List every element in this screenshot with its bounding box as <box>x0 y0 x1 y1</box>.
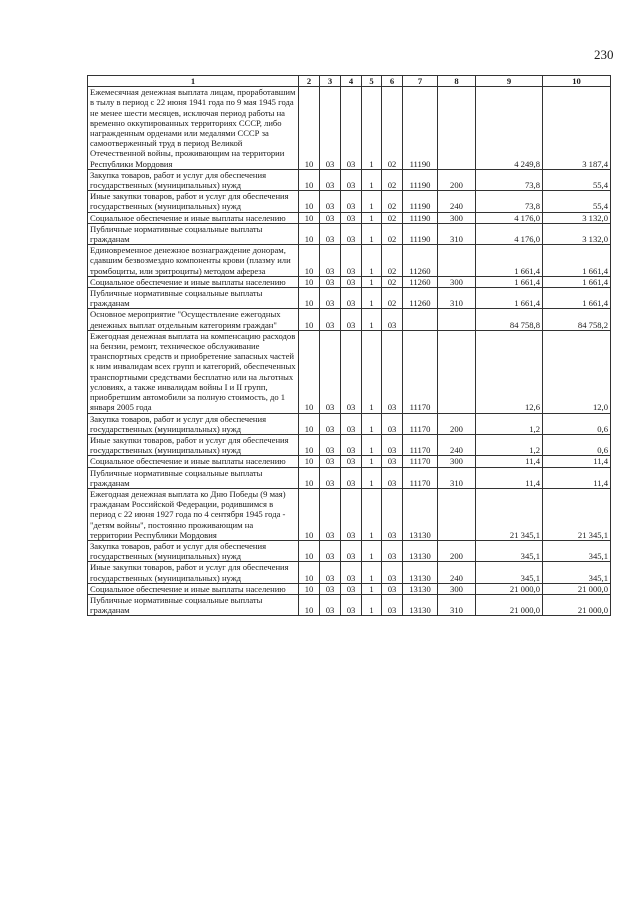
row-cell: 10 <box>299 562 320 583</box>
row-cell: 1,2 <box>476 434 543 455</box>
row-cell <box>438 245 476 277</box>
row-cell: 4 176,0 <box>476 223 543 244</box>
row-cell: 1 661,4 <box>476 245 543 277</box>
column-header: 6 <box>382 76 403 87</box>
row-cell: 03 <box>382 456 403 467</box>
table-header <box>88 76 611 87</box>
row-description: Закупка товаров, работ и услуг для обеспечения государственных (муниципальных) нужд <box>88 540 299 561</box>
row-cell: 10 <box>299 583 320 594</box>
row-cell: 310 <box>438 467 476 488</box>
row-cell: 03 <box>341 288 362 309</box>
row-cell: 03 <box>382 434 403 455</box>
row-cell: 10 <box>299 309 320 330</box>
row-cell: 03 <box>320 456 341 467</box>
column-header: 9 <box>476 76 543 87</box>
table-row <box>88 223 611 244</box>
row-cell: 10 <box>299 169 320 190</box>
row-cell <box>403 309 438 330</box>
row-cell: 03 <box>320 276 341 287</box>
row-cell: 3 132,0 <box>543 212 611 223</box>
row-cell: 300 <box>438 276 476 287</box>
table-row <box>88 309 611 330</box>
row-cell: 1 <box>362 434 382 455</box>
row-cell: 1 <box>362 467 382 488</box>
row-description: Ежемесячная денежная выплата лицам, проработавшим в тылу в период с 22 июня 1941 года по 9 мая 1945 года не менее шести месяцев, исключая период работы на временно оккупированных территориях СССР, либо награжденным орденами или медалями СССР за самоотверженный труд в период Великой Отечественной войны, проживающим на территории Республики Мордовия <box>88 87 299 170</box>
row-cell: 200 <box>438 169 476 190</box>
row-cell: 21 345,1 <box>543 488 611 540</box>
row-cell: 11170 <box>403 330 438 413</box>
row-cell: 11190 <box>403 169 438 190</box>
table-row <box>88 434 611 455</box>
row-cell: 1 <box>362 169 382 190</box>
row-cell: 03 <box>320 434 341 455</box>
row-cell: 02 <box>382 87 403 170</box>
row-cell: 11190 <box>403 212 438 223</box>
row-cell: 03 <box>320 288 341 309</box>
row-cell: 10 <box>299 245 320 277</box>
row-cell: 73,8 <box>476 169 543 190</box>
row-description: Социальное обеспечение и иные выплаты населению <box>88 456 299 467</box>
row-cell: 21 345,1 <box>476 488 543 540</box>
row-cell: 1 <box>362 413 382 434</box>
row-cell: 1 <box>362 309 382 330</box>
row-cell: 1 <box>362 583 382 594</box>
row-cell: 1 <box>362 540 382 561</box>
row-description: Социальное обеспечение и иные выплаты населению <box>88 583 299 594</box>
row-cell <box>438 87 476 170</box>
row-cell: 03 <box>341 276 362 287</box>
row-cell: 03 <box>341 488 362 540</box>
row-description: Ежегодная денежная выплата на компенсацию расходов на бензин, ремонт, техническое обслуживание транспортных средств и приобретение запасных частей к ним инвалидам всех групп и категорий, обеспеченных транспортными средствами бесплатно или на льготных условиях, а также инвалидам войны I и II групп, приобретшим автомобили за полную стоимость, до 1 января 2005 года <box>88 330 299 413</box>
column-header: 7 <box>403 76 438 87</box>
row-cell: 0,6 <box>543 434 611 455</box>
row-cell: 11260 <box>403 288 438 309</box>
row-cell: 1 <box>362 191 382 212</box>
row-cell: 02 <box>382 276 403 287</box>
row-cell: 03 <box>341 540 362 561</box>
row-cell: 03 <box>320 413 341 434</box>
column-header: 4 <box>341 76 362 87</box>
row-cell: 11190 <box>403 223 438 244</box>
row-cell: 03 <box>320 169 341 190</box>
row-cell: 03 <box>341 169 362 190</box>
row-cell: 3 187,4 <box>543 87 611 170</box>
row-description: Иные закупки товаров, работ и услуг для обеспечения государственных (муниципальных) нужд <box>88 191 299 212</box>
row-cell: 02 <box>382 191 403 212</box>
row-cell: 73,8 <box>476 191 543 212</box>
table-row <box>88 276 611 287</box>
column-header: 5 <box>362 76 382 87</box>
row-cell: 300 <box>438 583 476 594</box>
row-cell: 10 <box>299 212 320 223</box>
column-header: 10 <box>543 76 611 87</box>
row-cell: 240 <box>438 434 476 455</box>
row-cell: 1 <box>362 223 382 244</box>
row-cell: 10 <box>299 288 320 309</box>
row-cell: 03 <box>382 562 403 583</box>
row-cell: 11260 <box>403 276 438 287</box>
row-cell: 03 <box>320 87 341 170</box>
row-cell: 10 <box>299 87 320 170</box>
table-body <box>88 87 611 616</box>
row-cell: 1 <box>362 594 382 615</box>
row-cell: 10 <box>299 191 320 212</box>
row-cell: 03 <box>320 223 341 244</box>
row-cell: 03 <box>341 434 362 455</box>
row-cell: 11170 <box>403 456 438 467</box>
row-cell: 200 <box>438 413 476 434</box>
row-cell: 1 <box>362 288 382 309</box>
row-cell: 1 <box>362 212 382 223</box>
row-cell: 03 <box>341 583 362 594</box>
row-cell: 240 <box>438 562 476 583</box>
row-cell: 11170 <box>403 467 438 488</box>
table-row <box>88 191 611 212</box>
column-header: 1 <box>88 76 299 87</box>
row-cell: 1 <box>362 488 382 540</box>
row-cell: 03 <box>341 594 362 615</box>
row-cell: 11,4 <box>476 456 543 467</box>
row-cell: 10 <box>299 594 320 615</box>
row-cell: 03 <box>341 212 362 223</box>
table-row <box>88 488 611 540</box>
row-description: Социальное обеспечение и иные выплаты населению <box>88 276 299 287</box>
row-cell: 10 <box>299 223 320 244</box>
row-cell: 345,1 <box>543 562 611 583</box>
table-row <box>88 456 611 467</box>
table-row <box>88 540 611 561</box>
row-cell: 11,4 <box>476 467 543 488</box>
row-description: Закупка товаров, работ и услуг для обеспечения государственных (муниципальных) нужд <box>88 169 299 190</box>
row-cell: 300 <box>438 212 476 223</box>
row-cell: 13130 <box>403 562 438 583</box>
column-header: 8 <box>438 76 476 87</box>
row-cell: 1 <box>362 562 382 583</box>
row-cell: 1 <box>362 330 382 413</box>
table-row <box>88 330 611 413</box>
row-cell: 03 <box>320 212 341 223</box>
row-cell: 11170 <box>403 434 438 455</box>
row-description: Социальное обеспечение и иные выплаты населению <box>88 212 299 223</box>
row-cell: 02 <box>382 245 403 277</box>
row-cell: 1 661,4 <box>543 288 611 309</box>
row-cell: 55,4 <box>543 169 611 190</box>
row-cell: 10 <box>299 540 320 561</box>
row-cell: 200 <box>438 540 476 561</box>
row-description: Публичные нормативные социальные выплаты гражданам <box>88 467 299 488</box>
row-cell: 03 <box>341 309 362 330</box>
table-row <box>88 583 611 594</box>
row-cell: 02 <box>382 212 403 223</box>
row-cell: 11,4 <box>543 467 611 488</box>
row-cell: 300 <box>438 456 476 467</box>
row-cell: 10 <box>299 456 320 467</box>
row-cell: 84 758,2 <box>543 309 611 330</box>
row-cell: 21 000,0 <box>476 583 543 594</box>
row-cell: 11260 <box>403 245 438 277</box>
row-cell: 1,2 <box>476 413 543 434</box>
row-cell: 12,6 <box>476 330 543 413</box>
row-cell: 03 <box>382 583 403 594</box>
row-cell: 345,1 <box>476 540 543 561</box>
row-cell: 03 <box>341 330 362 413</box>
row-cell: 03 <box>341 467 362 488</box>
row-cell: 1 <box>362 245 382 277</box>
table-row <box>88 467 611 488</box>
row-cell: 03 <box>382 467 403 488</box>
row-cell: 02 <box>382 223 403 244</box>
row-cell: 03 <box>341 87 362 170</box>
column-header: 2 <box>299 76 320 87</box>
row-cell: 10 <box>299 276 320 287</box>
page-number: 230 <box>594 47 614 62</box>
table-row <box>88 169 611 190</box>
row-cell: 03 <box>320 330 341 413</box>
row-cell: 1 661,4 <box>543 245 611 277</box>
row-cell: 10 <box>299 434 320 455</box>
row-cell: 03 <box>320 594 341 615</box>
row-cell: 1 <box>362 87 382 170</box>
row-cell: 84 758,8 <box>476 309 543 330</box>
row-description: Иные закупки товаров, работ и услуг для обеспечения государственных (муниципальных) нужд <box>88 562 299 583</box>
row-cell: 0,6 <box>543 413 611 434</box>
row-description: Публичные нормативные социальные выплаты гражданам <box>88 594 299 615</box>
row-cell: 03 <box>341 191 362 212</box>
row-cell: 03 <box>320 540 341 561</box>
row-cell: 345,1 <box>543 540 611 561</box>
row-cell <box>438 309 476 330</box>
table-row <box>88 87 611 170</box>
row-cell: 03 <box>382 488 403 540</box>
row-cell: 11,4 <box>543 456 611 467</box>
row-cell: 03 <box>320 488 341 540</box>
row-cell: 310 <box>438 288 476 309</box>
row-description: Основное мероприятие "Осуществление ежегодных денежных выплат отдельным категориям граждан" <box>88 309 299 330</box>
row-cell: 10 <box>299 413 320 434</box>
row-cell: 240 <box>438 191 476 212</box>
row-cell: 03 <box>320 467 341 488</box>
row-cell: 11170 <box>403 413 438 434</box>
row-cell: 1 <box>362 276 382 287</box>
row-cell <box>438 330 476 413</box>
row-cell: 4 176,0 <box>476 212 543 223</box>
row-cell: 10 <box>299 488 320 540</box>
row-cell: 310 <box>438 594 476 615</box>
table-row <box>88 562 611 583</box>
row-cell: 310 <box>438 223 476 244</box>
row-cell: 1 661,4 <box>543 276 611 287</box>
row-cell: 11190 <box>403 191 438 212</box>
row-cell: 03 <box>341 223 362 244</box>
row-cell: 03 <box>382 413 403 434</box>
row-cell: 4 249,8 <box>476 87 543 170</box>
row-cell: 02 <box>382 169 403 190</box>
row-cell: 12,0 <box>543 330 611 413</box>
row-cell: 13130 <box>403 583 438 594</box>
row-cell: 03 <box>341 413 362 434</box>
row-cell: 21 000,0 <box>543 594 611 615</box>
row-cell: 03 <box>382 540 403 561</box>
row-cell: 03 <box>382 309 403 330</box>
row-description: Ежегодная денежная выплата ко Дню Победы (9 мая) гражданам Российской Федерации, родившимся в период с 22 июня 1927 года по 4 сентября 1945 года - "детям войны", постоянно проживающим на территории Республики Мордовия <box>88 488 299 540</box>
table-row <box>88 594 611 615</box>
row-cell: 03 <box>320 583 341 594</box>
row-cell: 11190 <box>403 87 438 170</box>
row-cell: 03 <box>320 309 341 330</box>
row-cell: 03 <box>341 245 362 277</box>
table-row <box>88 288 611 309</box>
budget-table <box>87 75 611 616</box>
row-cell: 1 661,4 <box>476 288 543 309</box>
row-description: Единовременное денежное вознаграждение донорам, сдавшим безвозмездно компоненты крови (плазму или тромбоциты, или эритроциты) методом афереза <box>88 245 299 277</box>
table-row <box>88 245 611 277</box>
row-cell: 1 <box>362 456 382 467</box>
row-cell: 03 <box>341 562 362 583</box>
row-cell <box>438 488 476 540</box>
row-cell: 10 <box>299 467 320 488</box>
table-row <box>88 413 611 434</box>
row-cell: 3 132,0 <box>543 223 611 244</box>
row-cell: 03 <box>320 191 341 212</box>
column-header: 3 <box>320 76 341 87</box>
table-row <box>88 212 611 223</box>
row-description: Публичные нормативные социальные выплаты гражданам <box>88 288 299 309</box>
row-cell: 10 <box>299 330 320 413</box>
row-cell: 03 <box>320 245 341 277</box>
row-cell: 03 <box>320 562 341 583</box>
row-cell: 03 <box>382 594 403 615</box>
row-cell: 03 <box>341 456 362 467</box>
row-cell: 13130 <box>403 594 438 615</box>
row-cell: 1 661,4 <box>476 276 543 287</box>
row-cell: 345,1 <box>476 562 543 583</box>
row-cell: 13130 <box>403 488 438 540</box>
row-cell: 21 000,0 <box>476 594 543 615</box>
row-cell: 21 000,0 <box>543 583 611 594</box>
row-description: Закупка товаров, работ и услуг для обеспечения государственных (муниципальных) нужд <box>88 413 299 434</box>
row-cell: 13130 <box>403 540 438 561</box>
row-description: Публичные нормативные социальные выплаты гражданам <box>88 223 299 244</box>
row-cell: 02 <box>382 288 403 309</box>
row-cell: 03 <box>382 330 403 413</box>
row-cell: 55,4 <box>543 191 611 212</box>
row-description: Иные закупки товаров, работ и услуг для обеспечения государственных (муниципальных) нужд <box>88 434 299 455</box>
